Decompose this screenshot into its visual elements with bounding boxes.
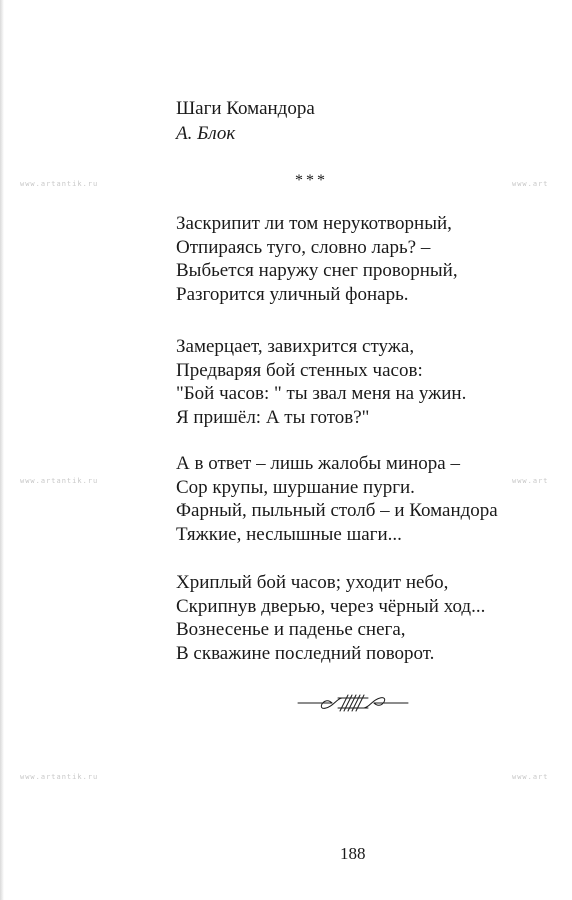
poem-author: А. Блок (176, 123, 236, 144)
poem-line: Выбьется наружу снег проворный, (176, 260, 458, 281)
poem-line: "Бой часов: " ты звал меня на ужин. (176, 383, 467, 404)
poem-line: Замерцает, завихрится стужа, (176, 336, 415, 357)
poem-line: А в ответ – лишь жалобы минора – (176, 453, 460, 474)
poem-line: Отпираясь туго, словно ларь? – (176, 236, 431, 258)
stanza-3 (176, 452, 498, 546)
flourish-ornament-icon (296, 690, 410, 716)
stanza-4 (176, 571, 485, 665)
poem-line: Разгорится уличный фонарь. (176, 283, 409, 305)
watermark: www.artantik.ru (20, 477, 99, 485)
poem-line: Предваряя бой стенных часов: (176, 359, 423, 381)
watermark: www.art (512, 180, 549, 188)
watermark: www.art (512, 773, 549, 781)
stanza-2 (176, 335, 466, 429)
poem-line: В скважине последний поворот. (176, 642, 435, 664)
poem-line: Хриплый бой часов; уходит небо, (176, 572, 449, 593)
watermark: www.art (512, 477, 549, 485)
page-edge-shadow (0, 0, 4, 900)
section-separator: *** (295, 172, 328, 189)
page-number: 188 (340, 844, 366, 863)
poem-line: Заскрипит ли том нерукотворный, (176, 213, 452, 234)
stanza-1 (176, 212, 458, 306)
poem-line: Тяжкие, неслышные шаги... (176, 523, 402, 545)
poem-title: Шаги Командора (176, 98, 315, 119)
poem-line: Скрипнув дверью, через чёрный ход... (176, 595, 486, 617)
watermark: www.artantik.ru (20, 773, 99, 781)
watermark: www.artantik.ru (20, 180, 99, 188)
poem-line: Я пришёл: А ты готов?" (176, 406, 370, 428)
poem-line: Сор крупы, шуршание пурги. (176, 476, 415, 498)
poem-line: Фарный, пыльный столб – и Командора (176, 500, 498, 521)
poem-line: Вознесенье и паденье снега, (176, 619, 406, 640)
